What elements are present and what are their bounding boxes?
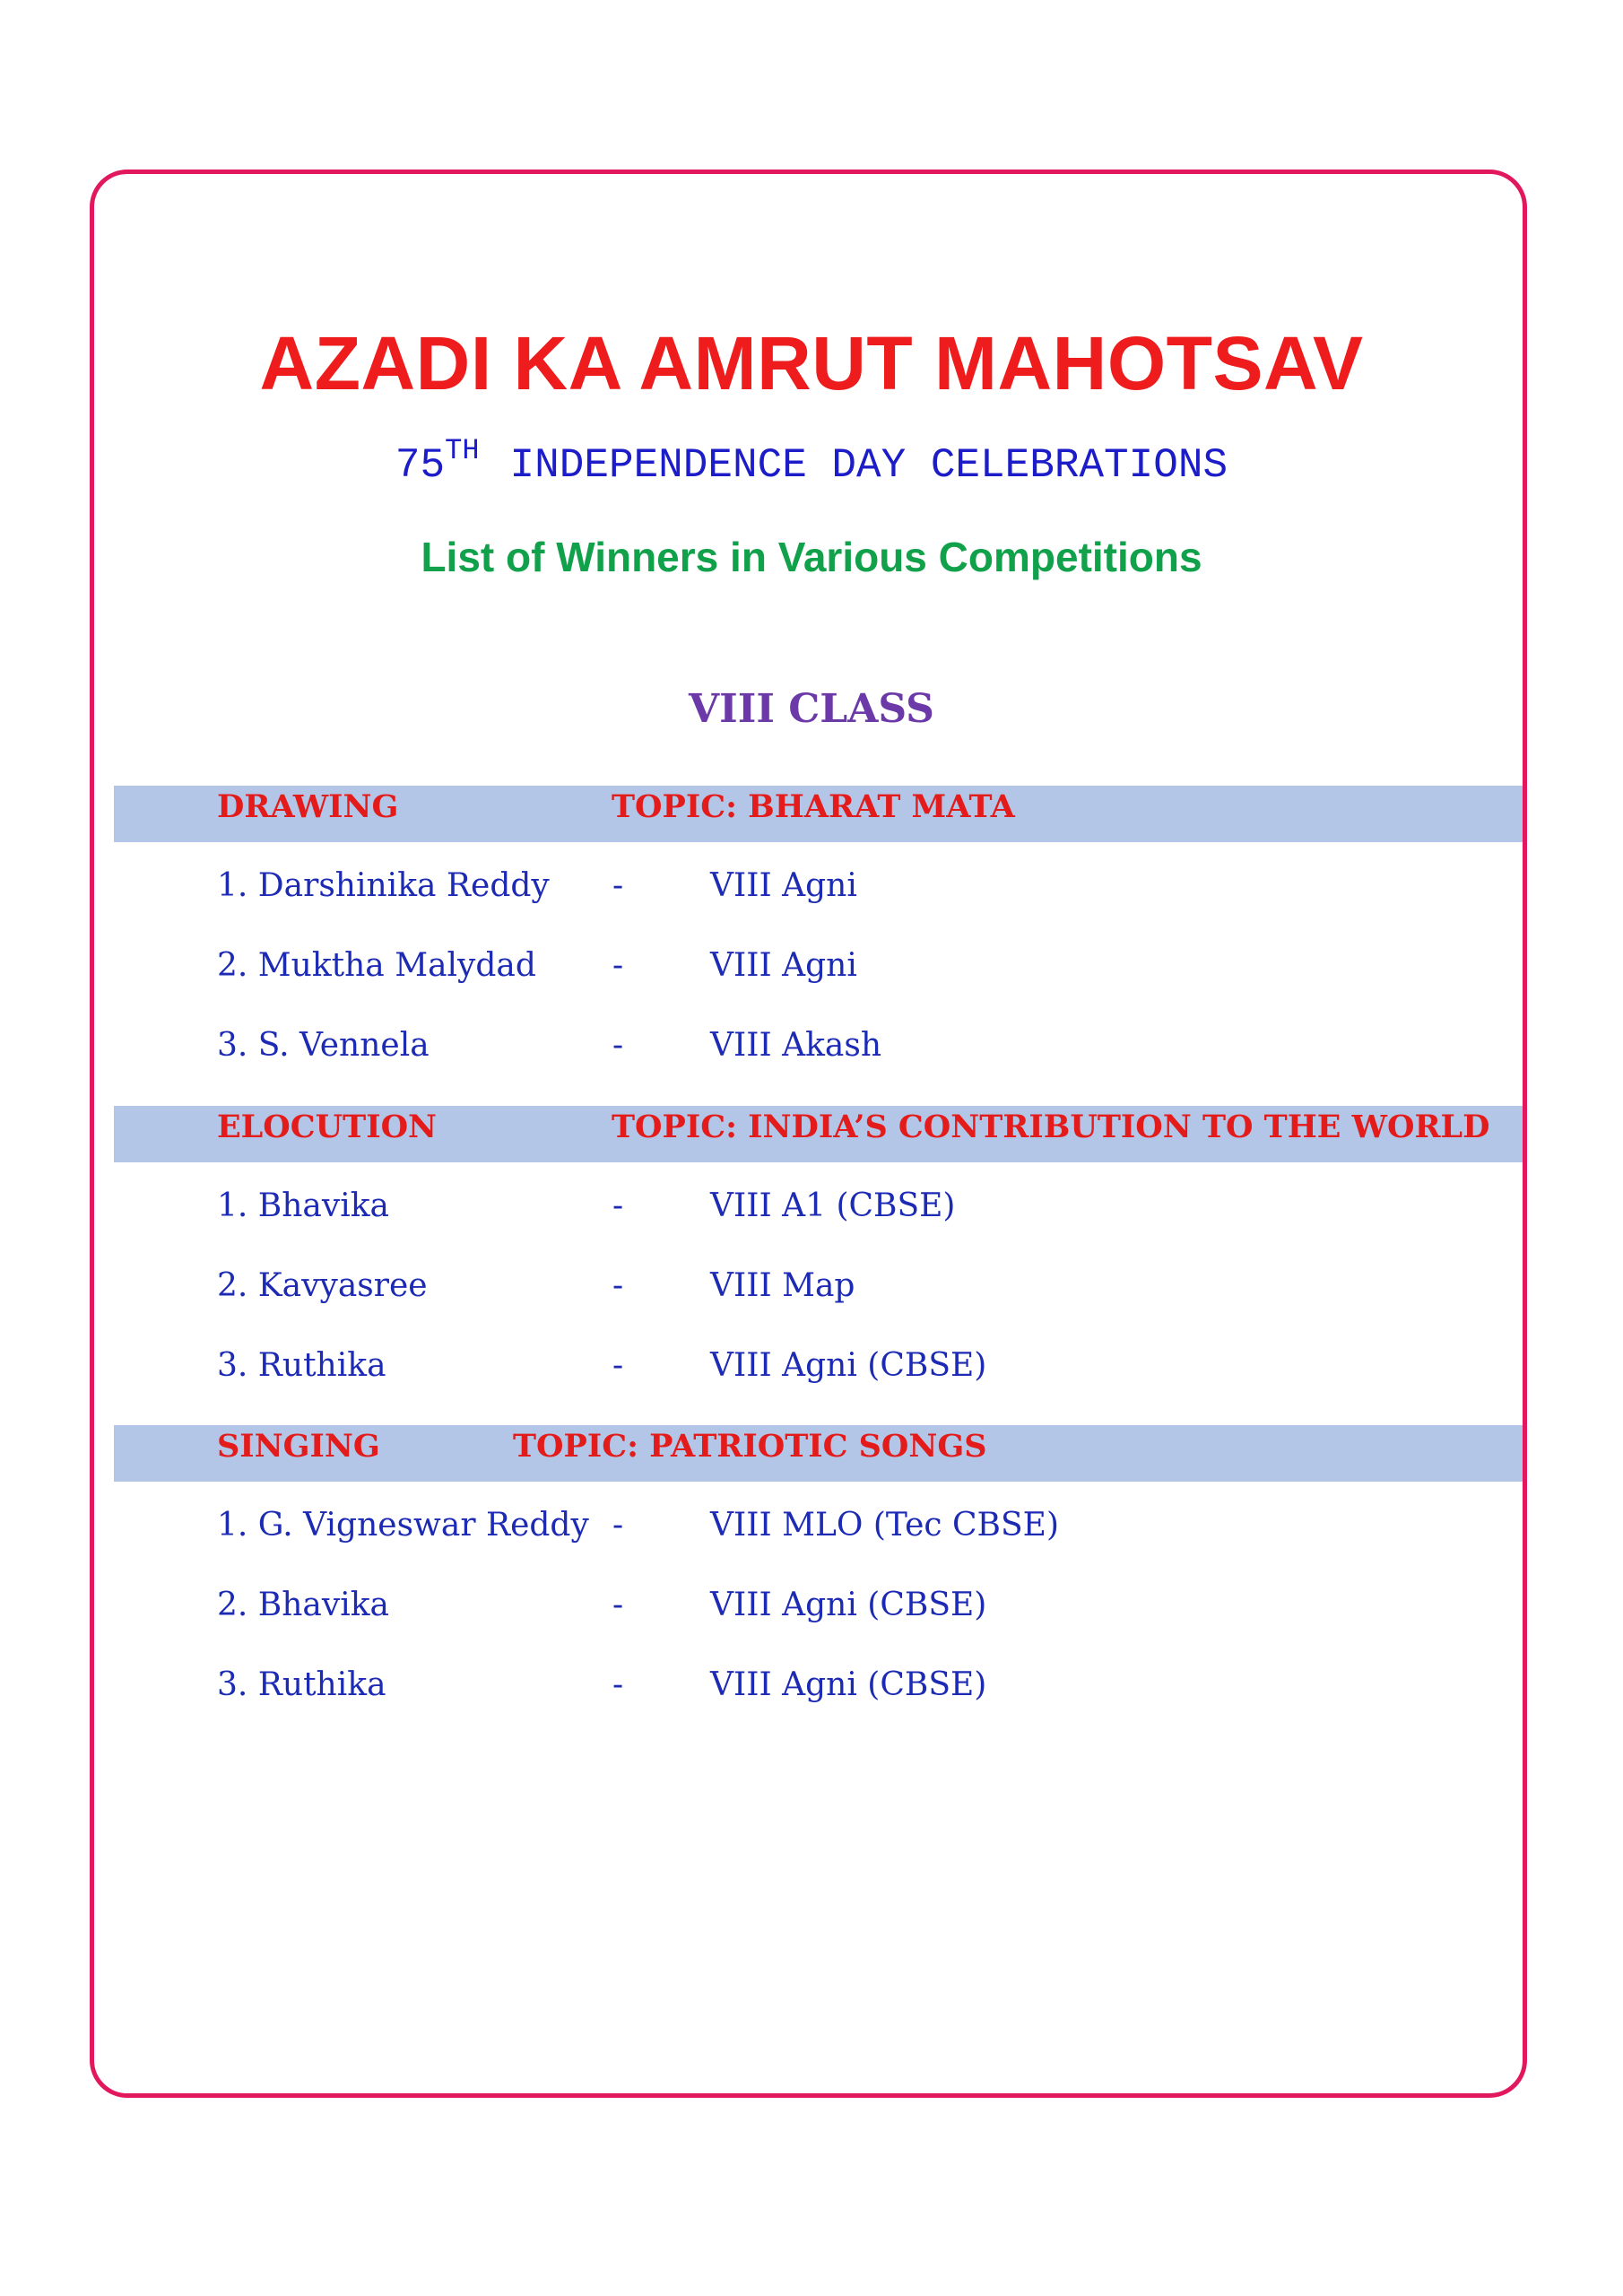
winner-name: 2. Kavyasree [217,1267,428,1304]
winner-name: 1. Darshinika Reddy [217,867,550,904]
winner-name: 1. Bhavika [217,1187,390,1224]
competition-name: SINGING [217,1428,380,1465]
competition-name: DRAWING [217,788,399,825]
winner-name: 2. Muktha Malydad [217,947,536,984]
winner-name: 3. Ruthika [217,1347,386,1384]
winner-name: 2. Bhavika [217,1587,390,1623]
winner-dash: - [612,867,624,904]
winner-section: VIII Agni (CBSE) [710,1666,987,1703]
competition-topic: TOPIC: INDIA’S CONTRIBUTION TO THE WORLD [612,1109,1490,1145]
winner-dash: - [612,1267,624,1304]
winners-heading: List of Winners in Various Competitions [421,534,1202,580]
winner-dash: - [612,1587,624,1623]
winner-dash: - [612,947,624,984]
winner-section: VIII Agni [710,867,857,904]
winner-section: VIII Agni (CBSE) [710,1347,987,1384]
winner-dash: - [612,1347,624,1384]
winner-section: VIII Akash [710,1027,882,1064]
winner-section: VIII A1 (CBSE) [710,1187,956,1224]
winner-name: 3. S. Vennela [217,1027,430,1064]
competition-name: ELOCUTION [217,1109,438,1145]
competition-topic: TOPIC: BHARAT MATA [612,788,1015,825]
winner-dash: - [612,1666,624,1703]
winner-name: 3. Ruthika [217,1666,386,1703]
page-title: AZADI KA AMRUT MAHOTSAV [259,321,1364,405]
competition-topic: TOPIC: PATRIOTIC SONGS [513,1428,987,1465]
subtitle-number: 75 [395,442,446,489]
class-heading: VIII CLASS [689,686,934,732]
winner-section: VIII Agni [710,947,857,984]
winner-dash: - [612,1507,624,1544]
winner-section: VIII MLO (Tec CBSE) [710,1507,1059,1544]
subtitle-text: INDEPENDENCE DAY CELEBRATIONS [509,442,1228,489]
winner-dash: - [612,1187,624,1224]
winner-section: VIII Agni (CBSE) [710,1587,987,1623]
winner-name: 1. G. Vigneswar Reddy [217,1507,589,1544]
celebration-subtitle [0,434,1623,491]
winner-dash: - [612,1027,624,1064]
subtitle-superscript: TH [445,434,480,467]
winner-section: VIII Map [710,1267,855,1304]
